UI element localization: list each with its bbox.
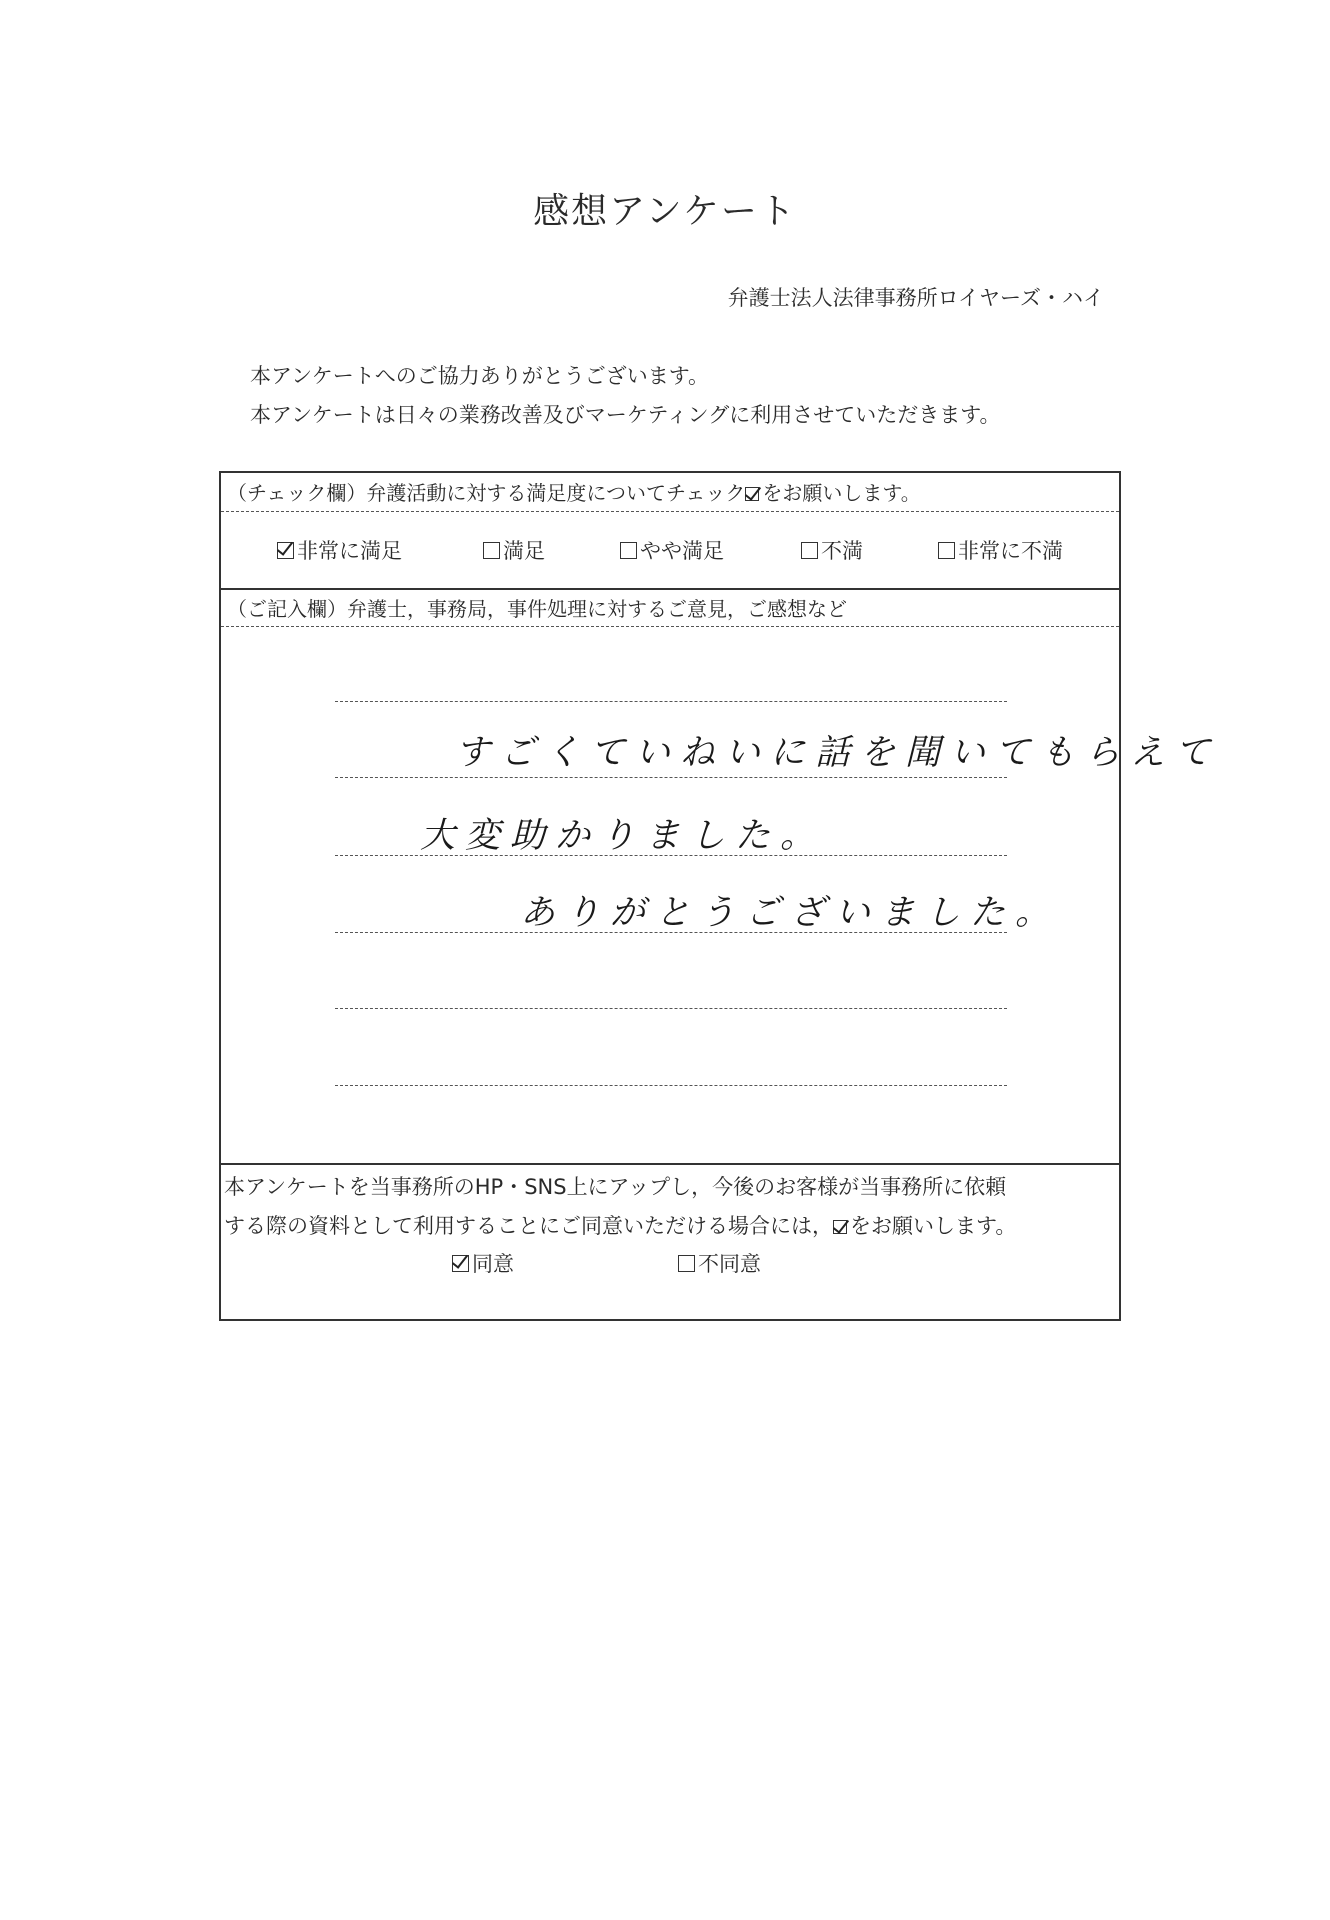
divider — [221, 626, 1119, 627]
comment-section-header: （ご記入欄）弁護士，事務局，事件処理に対するご意見，ご感想など — [227, 597, 847, 621]
check-header-suffix: をお願いします。 — [762, 481, 921, 505]
checked-box-icon — [833, 1220, 847, 1234]
option-disagree[interactable] — [678, 1248, 761, 1278]
checkbox-icon[interactable] — [277, 542, 294, 559]
checked-box-icon — [745, 487, 759, 501]
option-satisfied[interactable] — [483, 535, 545, 565]
writing-line — [335, 1008, 1007, 1009]
option-dissatisfied[interactable] — [801, 535, 863, 565]
check-header-text: （チェック欄）弁護活動に対する満足度についてチェック — [227, 481, 746, 505]
intro-line-1: 本アンケートへのご協力ありがとうございます。 — [250, 364, 710, 388]
option-agree[interactable] — [452, 1248, 514, 1278]
handwritten-line-1: すごくていねいに話を聞いてもらえて — [455, 733, 1221, 773]
intro-line-2: 本アンケートは日々の業務改善及びマーケティングに利用させていただきます。 — [250, 403, 1001, 427]
checkbox-icon[interactable] — [938, 542, 955, 559]
page-title: 感想アンケート — [533, 191, 797, 232]
option-label: 同意 — [472, 1252, 514, 1276]
consent-text-suffix: をお願いします。 — [850, 1214, 1017, 1238]
consent-text: する際の資料として利用することにご同意いただける場合には， — [224, 1214, 833, 1238]
option-label: 不同意 — [698, 1252, 761, 1276]
checkbox-icon[interactable] — [801, 542, 818, 559]
option-label: 非常に不満 — [958, 539, 1063, 563]
option-label: 非常に満足 — [297, 539, 402, 563]
divider — [219, 1163, 1121, 1165]
writing-line — [335, 1085, 1007, 1086]
option-very-dissatisfied[interactable] — [938, 535, 1063, 565]
writing-line — [335, 701, 1007, 702]
check-section-header — [221, 477, 1119, 506]
divider — [221, 511, 1119, 512]
organization-name: 弁護士法人法律事務所ロイヤーズ・ハイ — [727, 286, 1104, 310]
option-label: 不満 — [821, 539, 863, 563]
option-somewhat-satisfied[interactable] — [620, 535, 724, 565]
option-label: 満足 — [503, 539, 545, 563]
handwritten-line-2: 大変助かりました。 — [420, 816, 826, 856]
consent-text-line-1: 本アンケートを当事務所のHP・SNS上にアップし，今後のお客様が当事務所に依頼 — [224, 1175, 1007, 1199]
checkbox-icon[interactable] — [452, 1255, 469, 1272]
divider — [221, 588, 1119, 590]
handwritten-line-3: ありがとうございました。 — [520, 893, 1061, 933]
option-label: やや満足 — [640, 539, 724, 563]
checkbox-icon[interactable] — [678, 1255, 695, 1272]
option-very-satisfied[interactable] — [277, 535, 402, 565]
writing-line — [335, 777, 1007, 778]
checkbox-icon[interactable] — [620, 542, 637, 559]
consent-text-line-2 — [224, 1210, 1016, 1240]
checkbox-icon[interactable] — [483, 542, 500, 559]
